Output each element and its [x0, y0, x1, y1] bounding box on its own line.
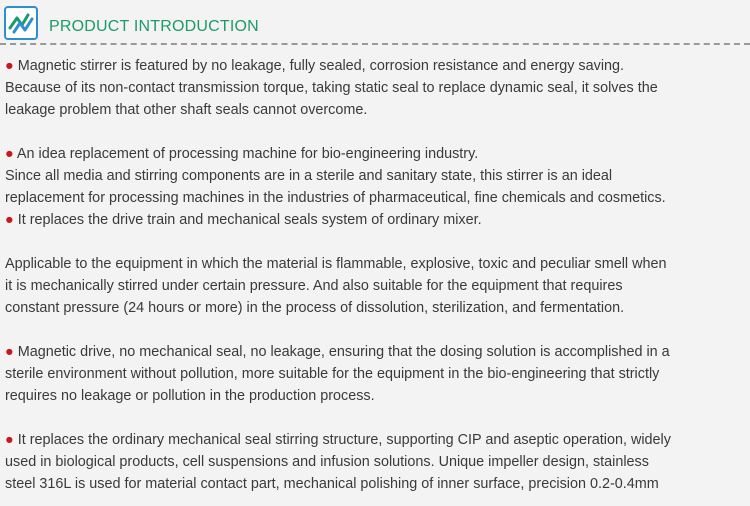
section-header: [0, 0, 750, 43]
paragraph-line: Applicable to the equipment in which the material is flammable, explosive, toxic and peculiar smell when: [5, 256, 667, 272]
paragraph-line: steel 316L is used for material contact part, mechanical polishing of inner surface, precision 0.2-0.4mm: [5, 476, 659, 492]
paragraph-line: requires no leakage or pollution in the production process.: [5, 388, 375, 404]
paragraph-line: Because of its non-contact transmission torque, taking static seal to replace dynamic seal, it solves the: [5, 80, 658, 96]
paragraph-line: used in biological products, cell suspensions and infusion solutions. Unique impeller design, stainless: [5, 454, 649, 470]
bullet-icon: ●: [5, 432, 14, 448]
bullet-icon: ●: [5, 344, 14, 360]
header-divider: [0, 43, 750, 45]
paragraph-line: ● Magnetic drive, no mechanical seal, no leakage, ensuring that the dosing solution is accomplished in a: [5, 344, 670, 360]
paragraph-line: it is mechanically stirred under certain pressure. And also suitable for the equipment that requires: [5, 278, 623, 294]
paragraph-line: leakage problem that other shaft seals cannot overcome.: [5, 102, 368, 118]
brand-logo-icon: [4, 6, 38, 40]
paragraph-line: replacement for processing machines in the industries of pharmaceutical, fine chemicals and cosmetics.: [5, 190, 666, 206]
product-description: [5, 55, 748, 495]
paragraph-line: ● An idea replacement of processing machine for bio-engineering industry.: [5, 146, 479, 162]
paragraph-line: ● It replaces the drive train and mechanical seals system of ordinary mixer.: [5, 212, 482, 228]
paragraph-line: ● Magnetic stirrer is featured by no leakage, fully sealed, corrosion resistance and energy saving.: [5, 58, 625, 74]
bullet-icon: ●: [5, 146, 14, 162]
paragraph-line: Since all media and stirring components are in a sterile and sanitary state, this stirrer is an ideal: [5, 168, 613, 184]
paragraph-line: sterile environment without pollution, more suitable for the equipment in the bio-engineering that strictly: [5, 366, 660, 382]
page-title: PRODUCT INTRODUCTION: [49, 18, 259, 35]
paragraph-line: ● It replaces the ordinary mechanical seal stirring structure, supporting CIP and aseptic operation, widely: [5, 432, 671, 448]
bullet-icon: ●: [5, 212, 14, 228]
bullet-icon: ●: [5, 58, 14, 74]
paragraph-line: constant pressure (24 hours or more) in the process of dissolution, sterilization, and fermentation.: [5, 300, 625, 316]
